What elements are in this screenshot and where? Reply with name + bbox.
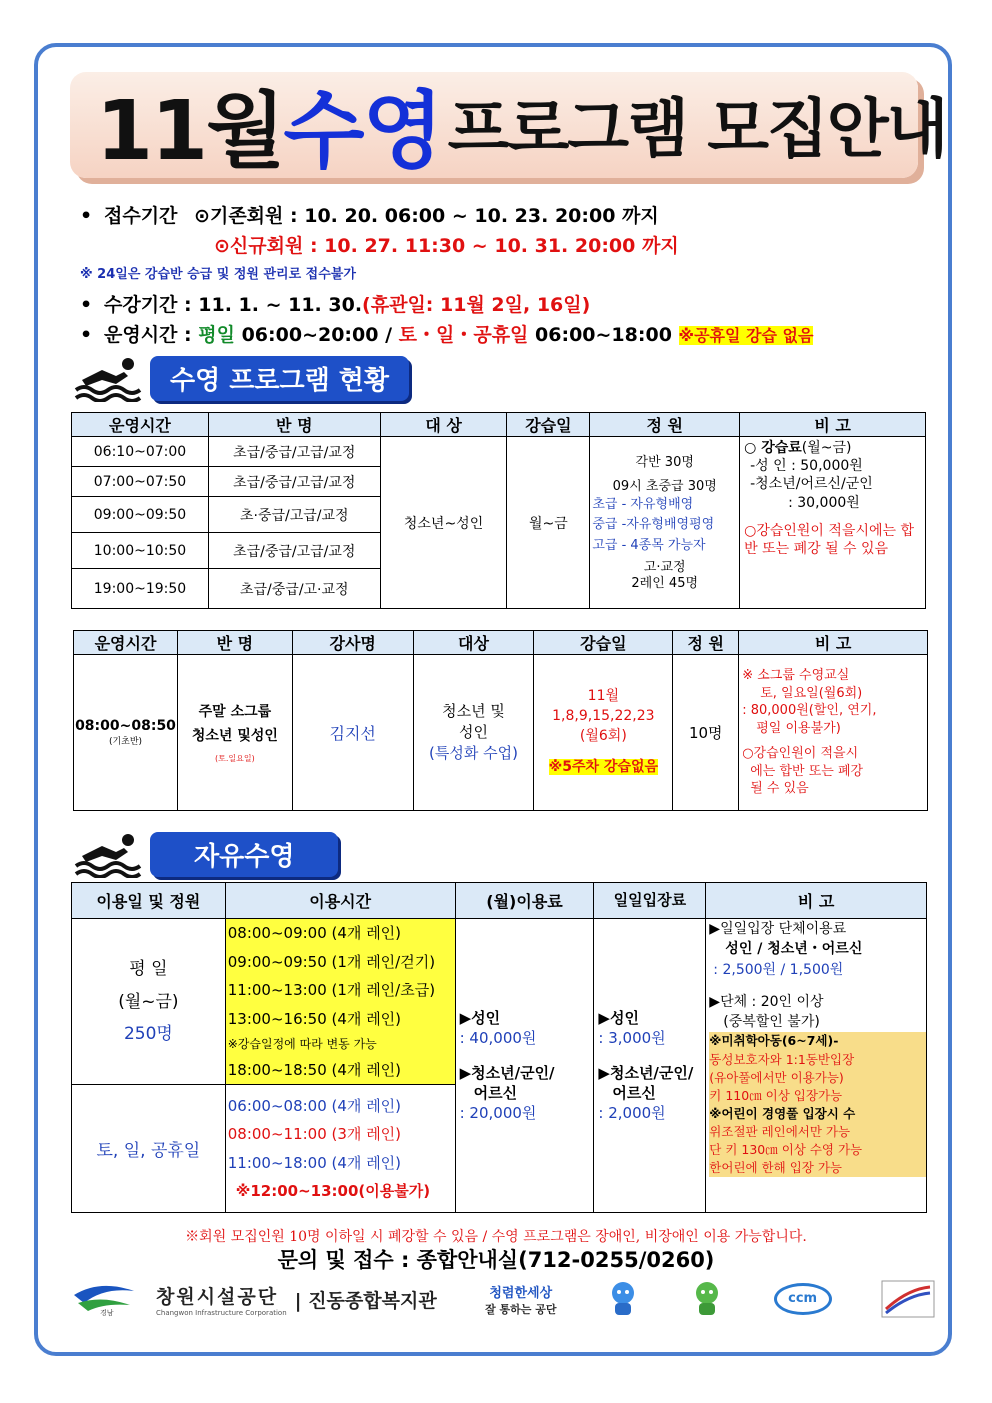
remark-r11: 위조절판 레인에서만 가능 xyxy=(709,1123,926,1141)
row-time: 09:00~09:50 xyxy=(72,497,209,533)
remark-r4: ▶단체 : 20인 이상 xyxy=(709,993,824,1010)
capacity-cell xyxy=(590,437,740,609)
sg-target-cell xyxy=(413,655,534,811)
weekday-cell xyxy=(72,919,226,1085)
course-period-value: : 11. 1. ~ 11. 30. xyxy=(177,294,363,316)
daily-adult: ▶성인 xyxy=(598,1009,639,1028)
section-title: 수영 프로그램 현황 xyxy=(150,356,409,401)
th-class: 반 명 xyxy=(208,413,380,437)
weekend-time: 08:00~11:00 (3개 레인) xyxy=(227,1125,402,1144)
sg-time-sub: (기초반) xyxy=(108,737,143,747)
ccm-logo xyxy=(774,1283,832,1315)
certificate-badge-icon xyxy=(880,1279,936,1319)
table-row xyxy=(72,919,927,1085)
sg-class-line1: 주말 소그룹 xyxy=(198,704,272,720)
registration-label: 접수기간 xyxy=(104,205,178,227)
target-cell: 청소년~성인 xyxy=(380,437,507,609)
th-monthly-fee: (월)이용료 xyxy=(455,883,594,919)
title-month: 11월 xyxy=(96,83,284,179)
capacity-line2: 09시 초중급 30명 xyxy=(612,478,717,494)
daily-youth2: 어르신 xyxy=(612,1083,656,1102)
sg-class-line2: 청소년 및성인 xyxy=(191,728,278,744)
title-swim: 수영 xyxy=(283,81,442,180)
ccm-mark: ccm xyxy=(774,1283,832,1315)
weekday-label: 평일 xyxy=(198,324,235,346)
swimmer-icon xyxy=(72,830,144,878)
program-table xyxy=(71,412,926,609)
fee-youth-amount: : 30,000원 xyxy=(788,494,860,511)
footer-note: ※회원 모집인원 10명 이하일 시 폐강할 수 있음 / 수영 프로그램은 장애인, 비장애인 이용 가능합니다. xyxy=(185,1229,807,1245)
operating-hours: • 운영시간 : 평일 06:00~20:00 / 토・일・공휴일 06:00~18:00 ※공휴일 강습 없음 xyxy=(80,324,814,346)
weekday-times-cell xyxy=(225,919,455,1085)
capacity-line1: 각반 30명 xyxy=(635,454,694,470)
weekend-times-cell xyxy=(225,1085,455,1213)
daily-youth-fee: : 2,000원 xyxy=(598,1104,666,1123)
course-period-label: 수강기간 xyxy=(104,294,178,316)
th-times: 이용시간 xyxy=(225,883,455,919)
daily-adult-fee: : 3,000원 xyxy=(598,1029,666,1048)
weekday-time: 09:00~09:50 (1개 레인/걷기) xyxy=(227,952,436,971)
existing-period: : 10. 20. 06:00 ~ 10. 23. 20:00 까지 xyxy=(283,205,659,227)
th-days-capacity: 이용일 및 정원 xyxy=(72,883,226,919)
capacity-line4: 중급 -자유형배영평영 xyxy=(592,517,715,533)
sg-remark1: ※ 소그룹 수영교실 xyxy=(742,668,850,684)
org-name: 창원시설공단 xyxy=(156,1285,279,1308)
sg-remark3: : 80,000원(할인, 연기, xyxy=(742,703,877,719)
page-title xyxy=(96,74,947,180)
sg-time: 08:00~08:50 xyxy=(75,718,176,734)
org-name-en: Changwon Infrastructure Corporation xyxy=(156,1308,287,1317)
sg-class-sub: (토.일요일) xyxy=(215,754,255,763)
th-target: 대상 xyxy=(413,631,534,655)
weekday-time: 13:00~16:50 (4개 레인) xyxy=(227,1009,402,1028)
sg-days-line2: 1,8,9,15,22,23 xyxy=(552,707,655,724)
row-class: 초급/중급/고·교정 xyxy=(208,569,380,609)
capacity-line6: 고·교정 xyxy=(643,559,686,575)
th-days: 강습일 xyxy=(507,413,590,437)
swimmer-icon xyxy=(72,354,144,402)
sg-remark7: 될 수 있음 xyxy=(750,781,809,797)
monthly-adult: ▶성인 xyxy=(459,1009,501,1028)
remarks-cell xyxy=(740,437,926,609)
weekday-days: (월~금) xyxy=(118,991,179,1012)
weekend-time: 06:00~08:00 (4개 레인) xyxy=(227,1096,402,1115)
days-cell: 월~금 xyxy=(507,437,590,609)
row-class: 초급/중급/고급/교정 xyxy=(208,437,380,467)
monthly-youth-fee: : 20,000원 xyxy=(459,1104,537,1123)
row-time: 06:10~07:00 xyxy=(72,437,209,467)
small-group-table xyxy=(73,630,928,811)
weekday-time: 08:00~09:00 (4개 레인) xyxy=(227,924,402,942)
fee-label: ○ 강습료 xyxy=(744,440,802,456)
monthly-youth: ▶청소년/군인/ xyxy=(459,1063,555,1082)
sg-target-line1: 청소년 및 xyxy=(442,702,505,720)
row-class: 초급/중급/고급/교정 xyxy=(208,533,380,569)
existing-label: ⊙기존회원 xyxy=(194,205,284,227)
weekday-time-note: ※강습일정에 따라 변동 가능 xyxy=(227,1037,377,1051)
th-capacity: 정 원 xyxy=(590,413,740,437)
remark-r3: : 2,500원 / 1,500원 xyxy=(713,961,844,978)
weekend-time-note: ※12:00~13:00(이용불가) xyxy=(235,1182,431,1201)
changwon-emblem-icon xyxy=(70,1281,138,1317)
weekend-label: 토, 일, 공휴일 xyxy=(72,1085,226,1213)
section-title: 자유수영 xyxy=(150,832,338,877)
monthly-adult-fee: : 40,000원 xyxy=(459,1029,537,1048)
capacity-line5: 고급 - 4종목 가능자 xyxy=(592,537,706,553)
hours-label: 운영시간 xyxy=(104,324,178,346)
sg-days-line3: (월6회) xyxy=(579,727,627,744)
th-capacity: 정 원 xyxy=(673,631,739,655)
monthly-youth2: 어르신 xyxy=(473,1083,518,1102)
row-class: 초·중급/고급/교정 xyxy=(208,497,380,533)
daily-youth: ▶청소년/군인/ xyxy=(598,1063,694,1082)
weekend-label: 토・일・공휴일 xyxy=(398,324,529,346)
monthly-fee-cell xyxy=(455,919,594,1213)
slogan-line2: 잘 통하는 공단 xyxy=(485,1302,557,1316)
remark-r10: ※어린이 경영풀 입장시 수 xyxy=(709,1105,926,1123)
sg-remark2: 토, 일요일(월6회) xyxy=(760,685,863,701)
notice-24: ※ 24일은 강습반 승급 및 정원 관리로 접수불가 xyxy=(80,267,356,282)
registration-new xyxy=(214,231,679,258)
remark-r6: ※미취학아동(6~7세)- xyxy=(709,1032,926,1050)
free-swim-remarks xyxy=(706,919,927,1213)
th-instructor: 강사명 xyxy=(292,631,413,655)
remark-r9: 키 110㎝ 이상 입장가능 xyxy=(709,1087,926,1105)
sg-class-cell xyxy=(177,655,292,811)
closed-days: (휴관일: 11월 2일, 16일) xyxy=(362,294,591,316)
new-label: ⊙신규회원 xyxy=(214,235,304,257)
row-class: 초급/중급/고급/교정 xyxy=(208,467,380,497)
course-period: • 수강기간 : 11. 1. ~ 11. 30.(휴관일: 11월 2일, 16일) xyxy=(80,294,591,316)
th-target: 대 상 xyxy=(380,413,507,437)
section-program-status xyxy=(72,354,409,402)
sg-remarks-cell xyxy=(739,655,928,811)
mascot-green-icon xyxy=(689,1279,725,1319)
remark-r13: 한어린에 한해 입장 가능 xyxy=(709,1159,926,1177)
th-remarks: 비 고 xyxy=(739,631,928,655)
sg-remark6: 에는 합반 또는 폐강 xyxy=(750,763,864,779)
sg-days-line1: 11월 xyxy=(587,688,620,705)
th-time: 운영시간 xyxy=(72,413,209,437)
capacity-line7: 2레인 45명 xyxy=(631,576,699,592)
section-free-swim xyxy=(72,830,338,878)
th-time: 운영시간 xyxy=(74,631,178,655)
weekend-time: 11:00~18:00 (4개 레인) xyxy=(227,1153,402,1172)
remark-r12: 단 키 130㎝ 이상 수영 가능 xyxy=(709,1141,926,1159)
remark-r8: (유아풀에서만 이용가능) xyxy=(709,1069,926,1087)
weekday-label: 평 일 xyxy=(129,959,168,980)
weekend-time: 06:00~18:00 xyxy=(528,324,679,346)
th-class: 반 명 xyxy=(177,631,292,655)
org-logo xyxy=(70,1281,437,1317)
row-time: 07:00~07:50 xyxy=(72,467,209,497)
contact-info: 문의 및 접수 : 종합안내실(712-0255/0260) xyxy=(277,1248,715,1272)
sg-target-line3: (특성화 수업) xyxy=(429,744,518,762)
svg-text:경남: 경남 xyxy=(100,1309,114,1317)
th-remarks: 비 고 xyxy=(740,413,926,437)
fee-adult: -성 인 : 50,000원 xyxy=(750,458,863,475)
fee-youth: -청소년/어르신/군인 xyxy=(750,476,873,493)
sg-remark5: ○강습인원이 적을시 xyxy=(742,746,859,762)
table-row xyxy=(74,655,928,811)
sg-capacity: 10명 xyxy=(673,655,739,811)
sg-remark4: 평일 이용불가) xyxy=(756,720,841,736)
th-daily-fee: 일일입장료 xyxy=(594,883,706,919)
new-period: : 10. 27. 11:30 ~ 10. 31. 20:00 까지 xyxy=(303,235,679,257)
center-name: | 진동종합복지관 xyxy=(294,1289,437,1312)
remark-r2: 성인 / 청소년・어르신 xyxy=(725,941,863,958)
th-days: 강습일 xyxy=(534,631,673,655)
weekday-time: 11:00~13:00 (1개 레인/초급) xyxy=(227,981,436,999)
weekday-time: 06:00~20:00 / xyxy=(234,324,399,346)
sg-target-line2: 성인 xyxy=(459,723,488,741)
capacity-line3: 초급 - 자유형배영 xyxy=(592,497,694,513)
title-program: 프로그램 모집안내 xyxy=(447,93,947,167)
th-remarks: 비 고 xyxy=(706,883,927,919)
cancel-warning: ○강습인원이 적을시에는 합반 또는 폐강 될 수 있음 xyxy=(744,522,914,557)
table-row xyxy=(72,437,926,467)
daily-fee-cell xyxy=(594,919,706,1213)
slogan-line1: 청렴한세상 xyxy=(489,1285,553,1301)
sg-instructor: 김지선 xyxy=(292,655,413,811)
sg-days-cell xyxy=(534,655,673,811)
row-time: 10:00~10:50 xyxy=(72,533,209,569)
holiday-note: ※공휴일 강습 없음 xyxy=(678,326,814,345)
weekday-capacity: 250명 xyxy=(123,1023,173,1044)
sg-days-note: ※5주차 강습없음 xyxy=(548,759,659,776)
slogan-logo xyxy=(485,1282,556,1317)
remark-r1: ▶일일입장 단체이용료 xyxy=(709,921,847,937)
remark-r5: (중복할인 불가) xyxy=(723,1014,820,1031)
weekday-time: 18:00~18:50 (4개 레인) xyxy=(227,1060,402,1079)
hours-colon: : xyxy=(177,324,199,346)
mascot-blue-icon xyxy=(605,1279,641,1319)
registration-existing: • 접수기간 ⊙기존회원 : 10. 20. 06:00 ~ 10. 23. 20:00 까지 xyxy=(80,205,659,227)
remark-r7: 동성보호자와 1:1동반입장 xyxy=(709,1051,926,1069)
row-time: 19:00~19:50 xyxy=(72,569,209,609)
sg-time-cell xyxy=(74,655,178,811)
logo-bar xyxy=(70,1278,936,1320)
free-swim-table xyxy=(71,882,927,1213)
fee-days: (월~금) xyxy=(801,440,852,456)
